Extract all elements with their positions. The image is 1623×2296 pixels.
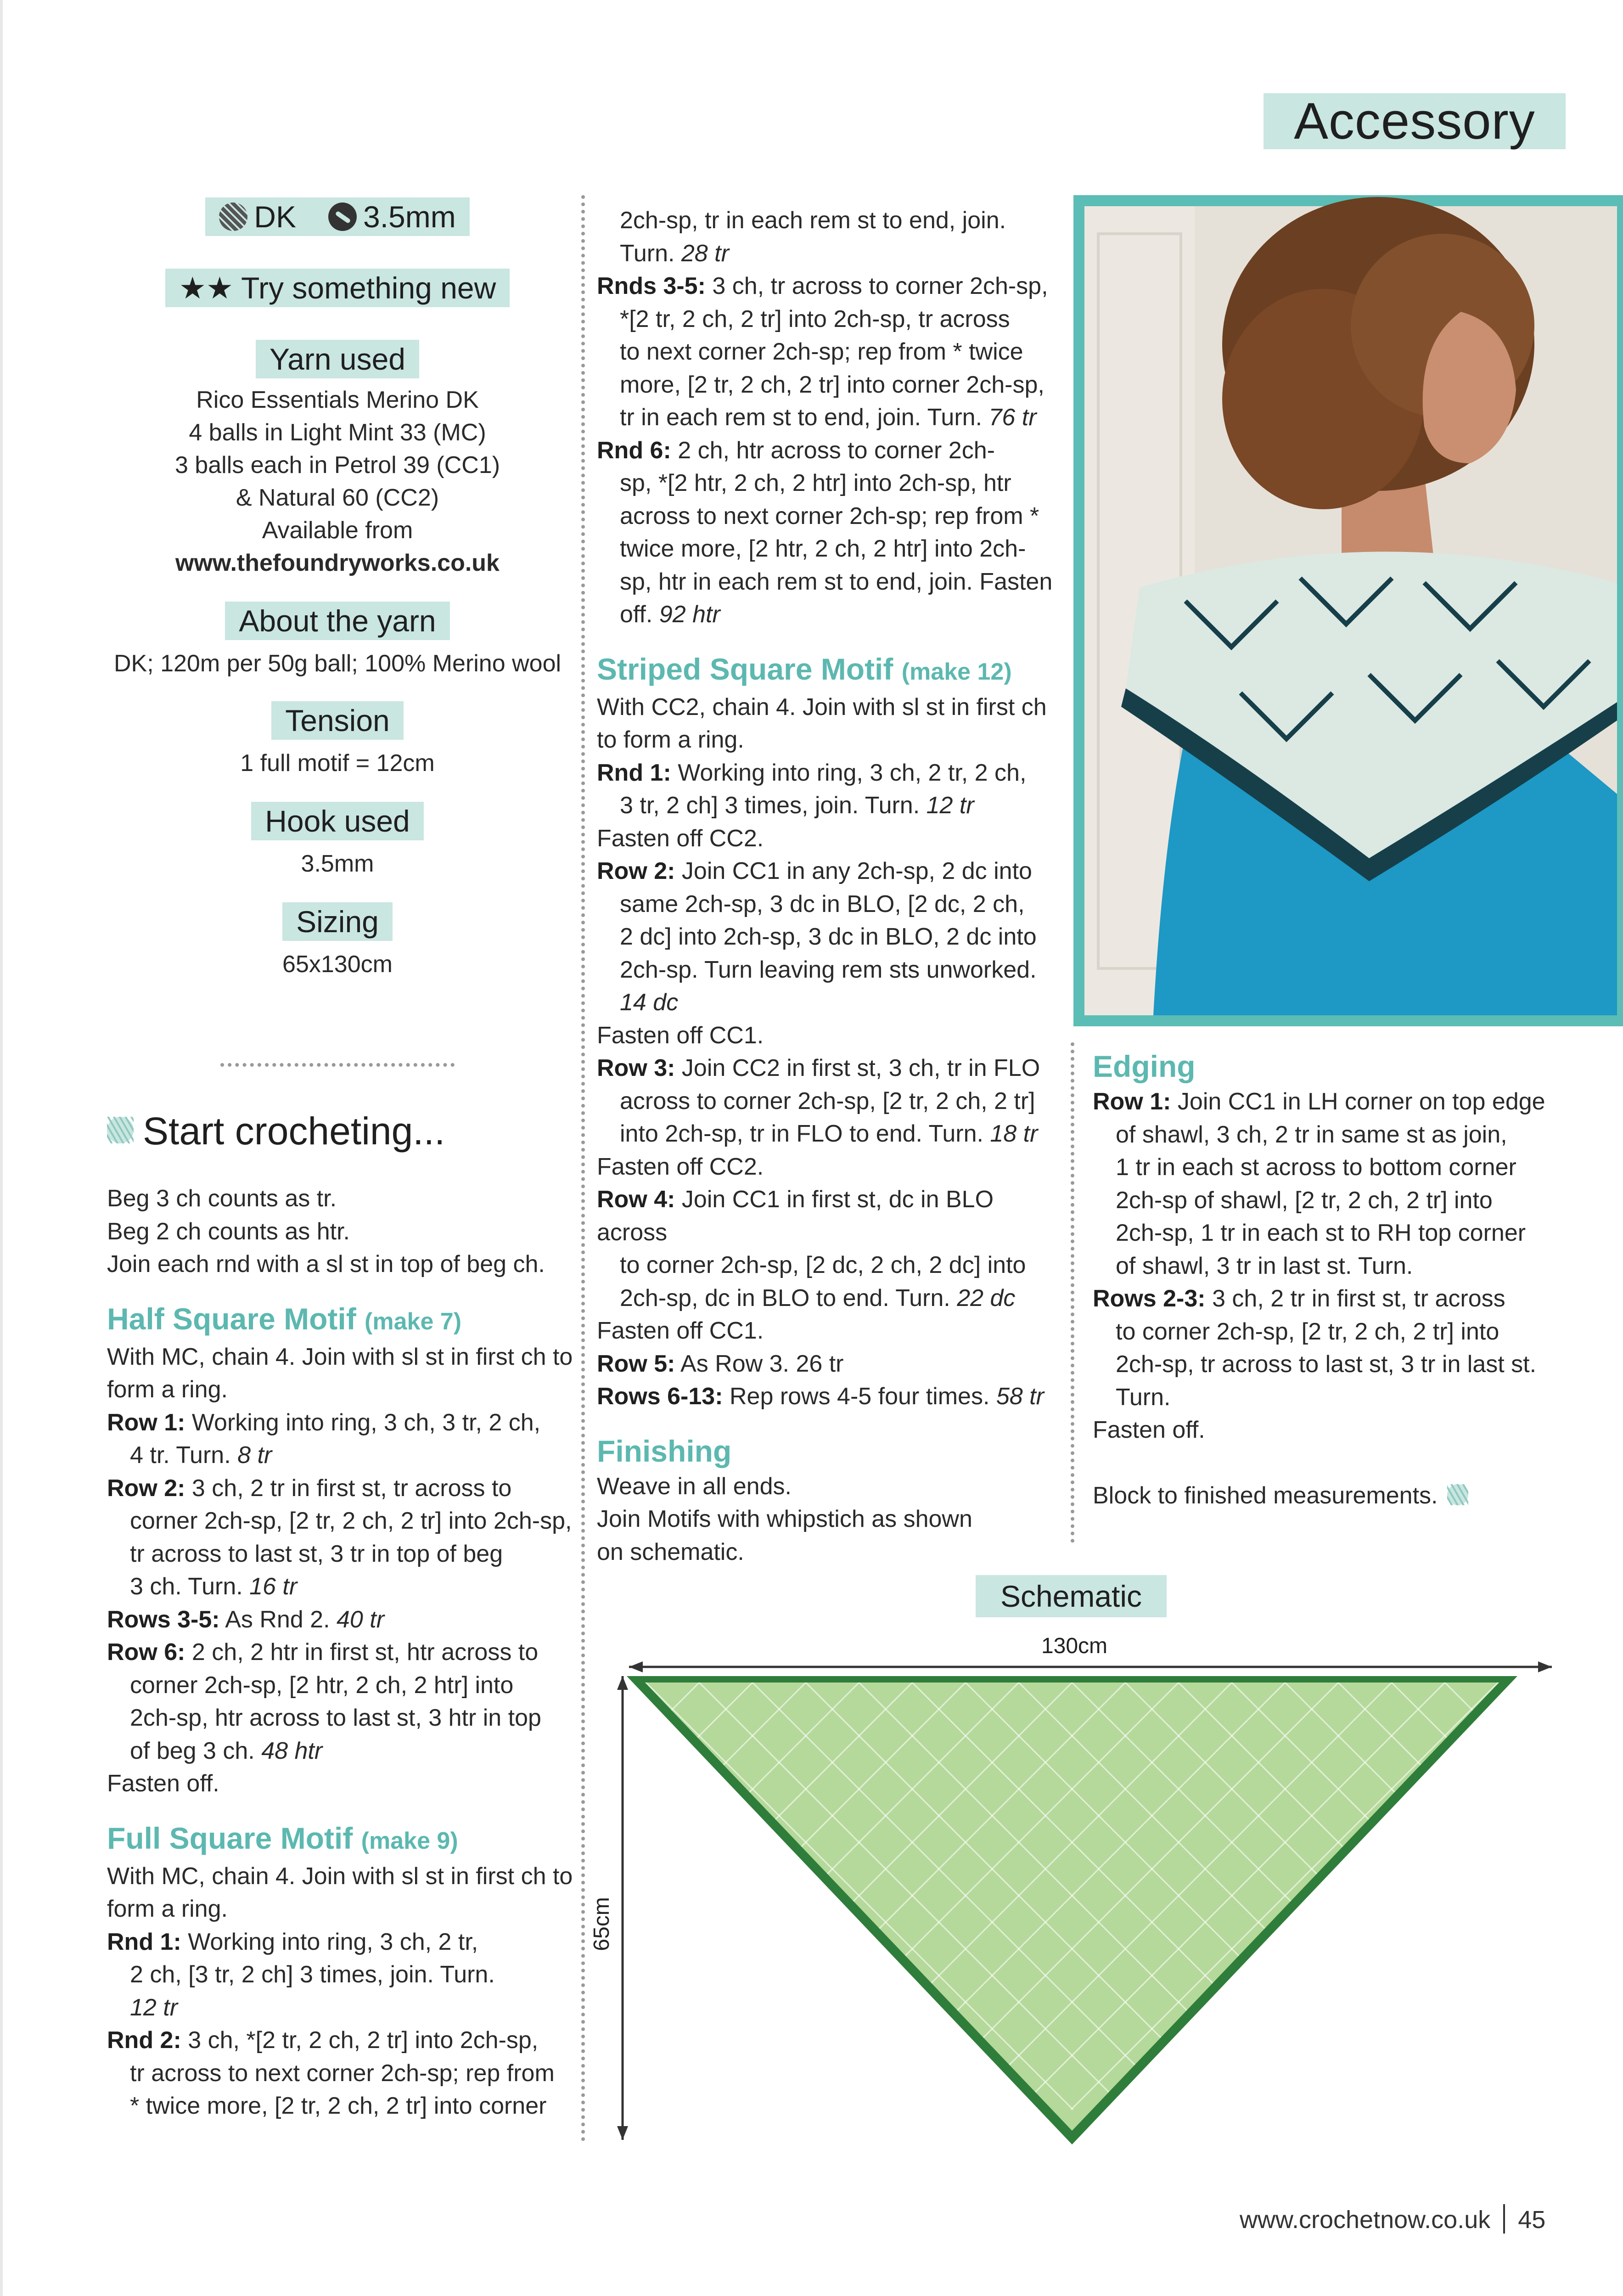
instruction-row-cont <box>107 1570 575 1604</box>
note-line: Join each rnd with a sl st in top of beg ch. <box>107 1251 545 1277</box>
row-text: *[2 tr, 2 ch, 2 tr] into 2ch-sp, tr across <box>620 305 1010 332</box>
row-text: Join CC1 in LH corner on top edge <box>1177 1088 1545 1115</box>
instruction-row-cont <box>597 598 1065 631</box>
dotted-divider <box>220 1063 455 1067</box>
stitch-count: 16 tr <box>249 1573 298 1600</box>
row-label: Row 2: <box>107 1474 185 1502</box>
about-yarn-text: DK; 120m per 50g ball; 100% Merino wool <box>113 650 562 677</box>
row-text: As Rnd 2. <box>225 1606 330 1633</box>
instruction-row-cont <box>107 1735 575 1768</box>
fasten-off: Fasten off CC1. <box>597 1317 764 1344</box>
row-text: tr in each rem st to end, join. Turn. <box>620 404 983 431</box>
instructions-column-3 <box>1093 1047 1579 1512</box>
yarn-line: & Natural 60 (CC2) <box>236 484 439 511</box>
make-count: (make 9) <box>361 1827 458 1854</box>
instruction-row-cont <box>597 1282 1065 1315</box>
row-text: 2ch-sp, htr across to last st, 3 htr in top <box>130 1705 541 1731</box>
row-text: 2ch-sp of shawl, [2 tr, 2 ch, 2 tr] into <box>1116 1187 1493 1214</box>
row-label: Row 6: <box>107 1639 185 1666</box>
row-text: Turn. <box>620 240 675 267</box>
make-count: (make 12) <box>901 658 1012 685</box>
row-text: Working into ring, 3 ch, 2 tr, <box>188 1928 478 1955</box>
about-yarn-title: About the yarn <box>225 602 449 640</box>
row-text: As Row 3. 26 tr <box>680 1350 844 1377</box>
weight-hook-pill <box>205 197 469 236</box>
tension-head-row <box>106 701 569 747</box>
instruction-row <box>597 1380 1065 1413</box>
stitch-count: 92 htr <box>659 601 720 628</box>
row-text: 2ch-sp. Turn leaving rem sts unworked. <box>620 956 1037 983</box>
row-text: 3 ch. Turn. <box>130 1573 243 1600</box>
page-number: 45 <box>1518 2206 1546 2234</box>
yarn-used-title: Yarn used <box>256 340 419 378</box>
row-text: Join CC1 in any 2ch-sp, 2 dc into <box>681 858 1032 884</box>
finishing-line: on schematic. <box>597 1538 744 1565</box>
stitch-count: 22 dc <box>957 1284 1016 1311</box>
row-text: 3 ch, *[2 tr, 2 ch, 2 tr] into 2ch-sp, <box>188 2027 539 2054</box>
instruction-row <box>597 757 1065 790</box>
row-text: * twice more, [2 tr, 2 ch, 2 tr] into corner <box>130 2093 547 2119</box>
row-label: Row 3: <box>597 1055 675 1081</box>
instruction-row <box>107 2024 575 2057</box>
full-square-heading <box>107 1819 575 1860</box>
stitch-count: 8 tr <box>237 1442 272 1469</box>
instruction-row <box>597 855 1065 888</box>
sizing-head-row <box>106 902 569 948</box>
yarn-ball-icon <box>219 203 247 231</box>
row-label: Row 1: <box>107 1409 185 1436</box>
start-crocheting-title: Start crocheting... <box>143 1109 445 1153</box>
finishing-line: Join Motifs with whipstich as shown <box>597 1506 972 1532</box>
row-text: into 2ch-sp, tr in FLO to end. Turn. <box>620 1120 983 1147</box>
row-text: 3 ch, 2 tr in first st, tr across <box>1212 1285 1505 1312</box>
row-text: sp, htr in each rem st to end, join. Fasten <box>620 568 1053 595</box>
stitch-count: 40 tr <box>336 1606 385 1633</box>
row-label: Rnds 3-5: <box>597 273 706 299</box>
edging-heading: Edging <box>1093 1049 1196 1083</box>
schematic-title: Schematic <box>976 1575 1167 1617</box>
striped-square-heading <box>597 650 1065 691</box>
row-text: 2 ch, htr across to corner 2ch- <box>678 437 995 464</box>
note-line: Beg 3 ch counts as tr. <box>107 1185 337 1212</box>
instruction-row <box>597 1052 1065 1085</box>
row-text: same 2ch-sp, 3 dc in BLO, [2 dc, 2 ch, <box>620 890 1025 917</box>
height-label: 65cm <box>590 1897 614 1951</box>
row-text: Join CC2 in first st, 3 ch, tr in FLO <box>681 1055 1040 1081</box>
page-footer <box>1240 2204 1545 2234</box>
row-text: sp, *[2 htr, 2 ch, 2 htr] into 2ch-sp, htr <box>620 470 1011 496</box>
heading-text: Full Square Motif <box>107 1821 353 1855</box>
instruction-row-cont <box>597 1118 1065 1151</box>
row-text: more, [2 tr, 2 ch, 2 tr] into corner 2ch-sp, <box>620 371 1045 398</box>
row-text: 2 ch, [3 tr, 2 ch] 3 times, join. Turn. <box>130 1961 495 1988</box>
row-text: tr across to next corner 2ch-sp; rep from <box>130 2060 555 2087</box>
yarn-supplier-link[interactable]: www.thefoundryworks.co.uk <box>175 550 500 576</box>
row-text: 2ch-sp, dc in BLO to end. Turn. <box>620 1284 950 1311</box>
row-text: 3 ch, tr across to corner 2ch-sp, <box>712 273 1048 299</box>
row-text: 2ch-sp, 1 tr in each st to RH top corner <box>1116 1220 1526 1246</box>
row-text: Rep rows 4-5 four times. <box>729 1383 990 1410</box>
row-text: to next corner 2ch-sp; rep from * twice <box>620 338 1023 365</box>
yarn-used-head-row <box>106 340 569 384</box>
stitch-count <box>597 986 1065 1019</box>
arrowhead <box>617 1676 628 1690</box>
pattern-summary-panel <box>106 197 569 981</box>
stitch-count: 12 tr <box>926 792 974 819</box>
sizing-text: 65x130cm <box>282 951 393 978</box>
model-photo-frame <box>1073 195 1623 1026</box>
arrowhead <box>1538 1661 1552 1672</box>
instructions-column-2 <box>597 204 1065 1569</box>
yarn-line: 3 balls each in Petrol 39 (CC1) <box>174 452 500 478</box>
instruction-row <box>597 270 1065 303</box>
instruction-row <box>597 1183 1065 1249</box>
row-text: 3 tr, 2 ch] 3 times, join. Turn. <box>620 792 920 819</box>
yarn-line: 4 balls in Light Mint 33 (MC) <box>189 419 486 446</box>
weight-hook-row <box>106 197 569 269</box>
fasten-off: Fasten off. <box>1093 1417 1205 1443</box>
tension-text: 1 full motif = 12cm <box>240 750 435 777</box>
row-text: 2ch-sp, tr across to last st, 3 tr in last st. <box>1116 1351 1537 1378</box>
row-text: tr across to last st, 3 tr in top of beg <box>130 1540 503 1567</box>
finishing-line: Weave in all ends. <box>597 1473 792 1500</box>
row-text: twice more, [2 htr, 2 ch, 2 htr] into 2ch- <box>620 535 1026 562</box>
row-text: of shawl, 3 tr in last st. Turn. <box>1116 1252 1413 1279</box>
instruction-row <box>107 1472 575 1505</box>
row-text: of shawl, 3 ch, 2 tr in same st as join, <box>1116 1121 1507 1148</box>
instruction-row <box>597 1348 1065 1381</box>
intro-text: With MC, chain 4. Join with sl st in first ch to form a ring. <box>107 1863 573 1922</box>
instruction-row <box>107 1926 575 1959</box>
tension-title: Tension <box>271 701 404 740</box>
yarn-weight: DK <box>254 200 296 234</box>
fasten-off: Fasten off CC1. <box>597 1022 764 1049</box>
end-mark-icon <box>1447 1484 1468 1505</box>
instruction-row <box>1093 1086 1579 1119</box>
stitch-count-text: 14 dc <box>620 989 679 1016</box>
row-text: across to next corner 2ch-sp; rep from * <box>620 502 1039 529</box>
row-text: to corner 2ch-sp, [2 dc, 2 ch, 2 dc] into <box>620 1252 1026 1278</box>
row-text: corner 2ch-sp, [2 tr, 2 ch, 2 tr] into 2ch-sp, <box>130 1508 572 1534</box>
instructions-column-1 <box>107 1182 575 2123</box>
row-label: Rnd 1: <box>107 1928 181 1955</box>
instruction-row <box>107 1636 575 1669</box>
row-text: Working into ring, 3 ch, 2 tr, 2 ch, <box>678 759 1027 786</box>
stitch-count: 18 tr <box>990 1120 1038 1147</box>
row-label: Row 5: <box>597 1350 675 1377</box>
hook-used-text: 3.5mm <box>301 850 374 877</box>
crochet-hook-icon <box>328 203 357 231</box>
hook-size: 3.5mm <box>363 200 456 234</box>
instruction-row-cont <box>597 789 1065 822</box>
row-text: 2 dc] into 2ch-sp, 3 dc in BLO, 2 dc into <box>620 923 1037 950</box>
make-count: (make 7) <box>365 1308 462 1335</box>
stitch-count: 48 htr <box>261 1737 323 1764</box>
model-wearing-shawl-illustration <box>1084 206 1617 1015</box>
row-label: Rows 3-5: <box>107 1606 220 1633</box>
row-label: Row 4: <box>597 1186 675 1213</box>
hook-head-row <box>106 802 569 848</box>
heading-text: Half Square Motif <box>107 1301 356 1336</box>
row-text: 2 ch, 2 htr in first st, htr across to <box>191 1639 539 1666</box>
shawl-schematic <box>592 1621 1570 2154</box>
hook-used-title: Hook used <box>251 802 424 840</box>
row-label: Row 2: <box>597 858 675 884</box>
footer-separator <box>1503 2204 1505 2234</box>
fasten-off: Fasten off CC2. <box>597 825 764 852</box>
yarn-line: Available from <box>262 517 413 544</box>
half-square-heading <box>107 1300 575 1341</box>
block-text: Block to finished measurements. <box>1093 1482 1438 1509</box>
yarn-ball-icon <box>107 1117 134 1143</box>
intro-text: With CC2, chain 4. Join with sl st in first ch to form a ring. <box>597 693 1047 753</box>
arrowhead <box>617 2126 628 2140</box>
start-crocheting-heading <box>107 1109 445 1154</box>
stitch-count: 58 tr <box>996 1383 1044 1410</box>
yarn-line: Rico Essentials Merino DK <box>196 387 479 413</box>
row-text: Join CC1 in first st, dc in BLO across <box>597 1186 994 1246</box>
width-label: 130cm <box>1041 1634 1108 1658</box>
column-divider <box>1071 1042 1074 1543</box>
intro-text: With MC, chain 4. Join with sl st in first ch to form a ring. <box>107 1343 573 1403</box>
row-label: Row 1: <box>1093 1088 1171 1115</box>
instruction-row <box>107 1604 575 1637</box>
row-text: to corner 2ch-sp, [2 tr, 2 ch, 2 tr] into <box>1116 1318 1499 1345</box>
row-label: Rnd 6: <box>597 437 671 464</box>
instruction-row-cont <box>597 401 1065 434</box>
row-text: Turn. <box>1116 1384 1171 1411</box>
row-label: Rnd 1: <box>597 759 671 786</box>
row-text: 4 tr. Turn. <box>130 1442 231 1469</box>
stitch-count: 76 tr <box>988 404 1037 431</box>
shawl-body <box>645 1683 1499 2131</box>
model-photo <box>1084 206 1617 1015</box>
row-text: of beg 3 ch. <box>130 1737 255 1764</box>
row-label: Rows 2-3: <box>1093 1285 1206 1312</box>
row-text: 2ch-sp, tr in each rem st to end, join. <box>620 207 1006 234</box>
fasten-off: Fasten off. <box>107 1770 219 1797</box>
row-text: corner 2ch-sp, [2 htr, 2 ch, 2 htr] into <box>130 1671 514 1699</box>
instruction-row <box>1093 1283 1579 1316</box>
skill-level-pill: ★★ Try something new <box>165 269 510 307</box>
row-label: Rnd 2: <box>107 2027 181 2054</box>
stitch-count-text: 12 tr <box>130 1994 178 2021</box>
footer-url[interactable]: www.crochetnow.co.uk <box>1240 2206 1491 2234</box>
instruction-row <box>597 434 1065 467</box>
row-text: Working into ring, 3 ch, 3 tr, 2 ch, <box>191 1409 541 1436</box>
column-divider <box>581 195 585 2142</box>
level-row <box>106 269 569 340</box>
sizing-title: Sizing <box>282 902 393 941</box>
fasten-off: Fasten off CC2. <box>597 1153 764 1180</box>
about-head-row <box>106 602 569 647</box>
row-text: off. <box>620 601 653 628</box>
arrowhead <box>629 1661 643 1672</box>
block-line <box>1093 1480 1579 1513</box>
instruction-row-cont <box>107 1439 575 1472</box>
note-line: Beg 2 ch counts as htr. <box>107 1218 350 1245</box>
row-label: Rows 6-13: <box>597 1383 723 1410</box>
stitch-count <box>107 1992 575 2025</box>
row-text: 3 ch, 2 tr in first st, tr across to <box>191 1474 512 1502</box>
heading-text: Striped Square Motif <box>597 652 893 686</box>
finishing-heading: Finishing <box>597 1434 732 1468</box>
instruction-row <box>107 1407 575 1440</box>
section-tab: Accessory <box>1264 93 1566 149</box>
row-text: 1 tr in each st across to bottom corner <box>1116 1154 1516 1181</box>
stitch-count: 28 tr <box>681 240 729 267</box>
row-text: across to corner 2ch-sp, [2 tr, 2 ch, 2 tr] <box>620 1087 1035 1114</box>
page-binding-edge <box>0 0 3 2296</box>
instruction-row-cont <box>597 237 1065 270</box>
